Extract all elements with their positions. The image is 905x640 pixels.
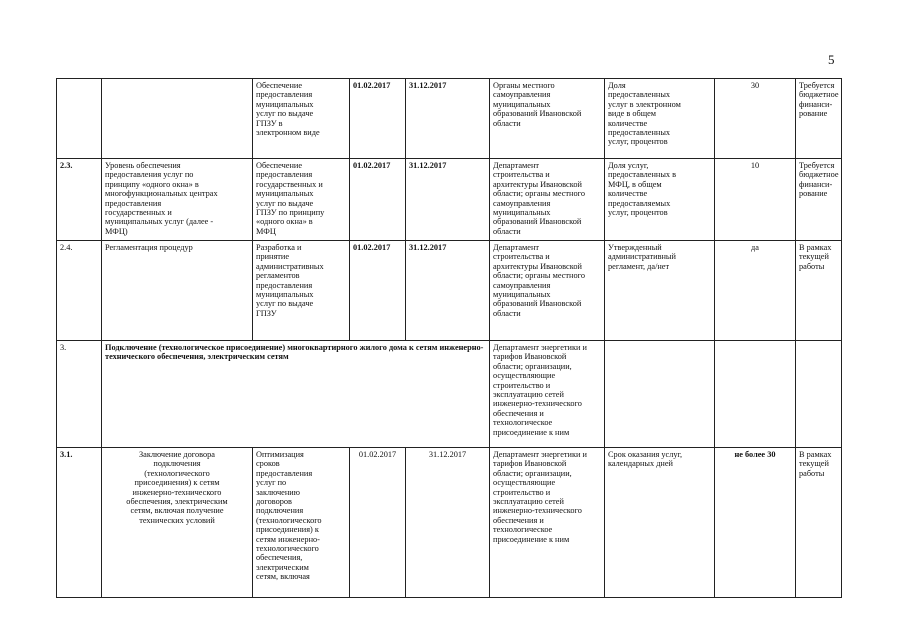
row-number: 3.1. [57,448,102,598]
page-number: 5 [828,52,835,67]
table-row [57,159,842,241]
row-funding: В рамках текущей работы [796,448,842,598]
row-measure: Обеспечение предоставления государственных и муниципальных услуг по выдаче ГПЗУ по принципу «одного окна» в МФЦ [253,159,350,241]
row-value: не более 30 [715,448,796,598]
row-number [57,79,102,159]
row-value: да [715,241,796,341]
row-name: Уровень обеспечения предоставления услуг по принципу «одного окна» в многофункциональных центрах предоставления государственных и муниципальных услуг (далее - МФЦ) [102,159,253,241]
row-end-date: 31.12.2017 [406,241,490,341]
table-row [57,448,842,598]
measures-table [56,78,842,598]
row-name: Регламентация процедур [102,241,253,341]
row-name [102,79,253,159]
row-start-date: 01.02.2017 [350,79,406,159]
row-value: 30 [715,79,796,159]
row-executor: Департамент строительства и архитектуры Ивановской области; органы местного самоуправления муниципальных образований Ивановской области [490,241,605,341]
row-measure: Разработка и принятие административных регламентов предоставления муниципальных услуг по выдаче ГПЗУ [253,241,350,341]
row-executor: Департамент строительства и архитектуры Ивановской области; органы местного самоуправления муниципальных образований Ивановской области [490,159,605,241]
row-end-date: 31.12.2017 [406,448,490,598]
row-measure: Обеспечение предоставления муниципальных услуг по выдаче ГПЗУ в электронном виде [253,79,350,159]
row-indicator: Срок оказания услуг, календарных дней [605,448,715,598]
row-measure: Оптимизация сроков предоставления услуг по заключению договоров подключения (технологического присоединения) к сетям инженерно- технологического обеспечения, электрическим сетям, включая [253,448,350,598]
row-number: 2.4. [57,241,102,341]
row-indicator: Доля предоставленных услуг в электронном виде в общем количестве предоставленных услуг, процентов [605,79,715,159]
section-empty-cell [796,341,842,448]
row-value: 10 [715,159,796,241]
row-start-date: 01.02.2017 [350,159,406,241]
row-number: 2.3. [57,159,102,241]
table-row [57,241,842,341]
row-funding: Требуется бюджетное финанси- рование [796,79,842,159]
section-empty-cell [715,341,796,448]
row-name: Заключение договора подключения (технологического присоединения) к сетям инженерно-технического обеспечения, электрическим сетям, включая получение технических условий [102,448,253,598]
row-end-date: 31.12.2017 [406,159,490,241]
table-row [57,79,842,159]
row-indicator: Утвержденный административный регламент, да/нет [605,241,715,341]
section-executor: Департамент энергетики и тарифов Ивановской области; организации, осуществляющие строительство и эксплуатацию сетей инженерно-технического обеспечения и технологическое присоединение к ним [490,341,605,448]
row-executor: Органы местного самоуправления муниципальных образований Ивановской области [490,79,605,159]
row-executor: Департамент энергетики и тарифов Ивановской области; организации, осуществляющие строительство и эксплуатацию сетей инженерно-технического обеспечения и технологическое присоединение к ним [490,448,605,598]
row-end-date: 31.12.2017 [406,79,490,159]
row-start-date: 01.02.2017 [350,448,406,598]
section-row [57,341,842,448]
section-number: 3. [57,341,102,448]
row-funding: В рамках текущей работы [796,241,842,341]
section-empty-cell [605,341,715,448]
row-funding: Требуется бюджетное финанси- рование [796,159,842,241]
row-start-date: 01.02.2017 [350,241,406,341]
row-indicator: Доля услуг, предоставленных в МФЦ, в общем количестве предоставляемых услуг, процентов [605,159,715,241]
section-title: Подключение (технологическое присоединение) многоквартирного жилого дома к сетям инженерно-технического обеспечения, электрическим сетям [102,341,490,448]
